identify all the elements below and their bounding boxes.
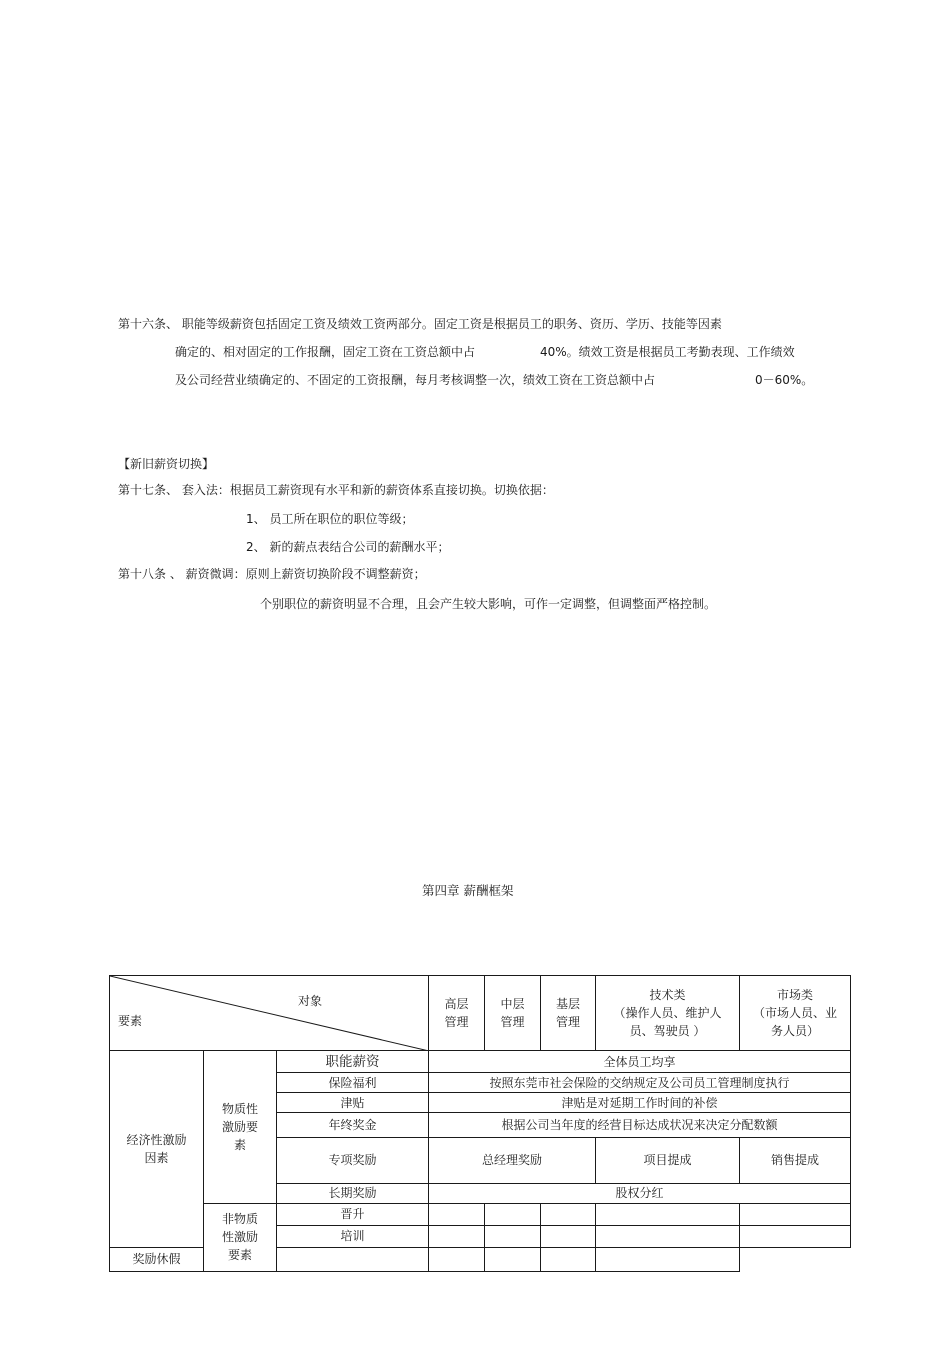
article-16-line-1: 第十六条、 职能等级薪资包括固定工资及绩效工资两部分。固定工资是根据员工的职务、资历、学历、技能等因素 [118,317,722,331]
header-base-management: 基层 管理 [541,976,596,1051]
row-label-award-leave: 奖励休假 [110,1247,204,1271]
row-label-training: 培训 [277,1225,429,1247]
header-senior-management: 高层 管理 [429,976,485,1051]
section-heading-salary-switch: 【新旧薪资切换】 [118,457,215,471]
row-value-insurance: 按照东莞市社会保险的交纳规定及公司员工管理制度执行 [429,1073,851,1093]
row-label-year-end-bonus: 年终奖金 [277,1113,429,1137]
material-incentive-cell: 物质性 激励要 素 [204,1051,277,1203]
switch-basis-item-1: 1、 员工所在职位的职位等级； [246,512,414,526]
header-technical: 技术类 （操作人员、维护人 员、驾驶员 ） [596,976,740,1051]
chapter-title: 第四章 薪酬框架 [422,883,514,898]
header-middle-management: 中层 管理 [485,976,541,1051]
article-18: 第十八条 、 薪资微调：原则上薪资切换阶段不调整薪资； [118,567,426,581]
compensation-framework-table [109,975,851,1272]
row-value-allowance: 津贴是对延期工作时间的补偿 [429,1093,851,1113]
switch-basis-item-2: 2、 新的薪点表结合公司的薪酬水平； [246,540,450,554]
special-award-gm: 总经理奖励 [429,1137,596,1183]
special-award-project: 项目提成 [596,1137,740,1183]
special-award-sales: 销售提成 [740,1137,851,1183]
header-element-label: 要素 [118,1014,143,1028]
header-object-label: 对象 [298,994,323,1008]
row-label-special-award: 专项奖励 [277,1137,429,1183]
table-row [110,1051,851,1073]
article-18-continued: 个别职位的薪资明显不合理，且会产生较大影响，可作一定调整，但调整面严格控制。 [260,597,717,611]
article-16-line-2-pct: 40%。绩效工资是根据员工考勤表现、工作绩效 [540,345,795,359]
row-label-allowance: 津贴 [277,1093,429,1113]
article-17: 第十七条、 套入法：根据员工薪资现有水平和新的薪资体系直接切换。切换依据： [118,483,554,497]
row-value-long-term: 股权分红 [429,1183,851,1203]
row-label-long-term: 长期奖励 [277,1183,429,1203]
row-label-position-salary: 职能薪资 [277,1051,429,1073]
non-material-incentive-cell: 非物质 性激励 要素 [204,1203,277,1271]
header-corner-cell [110,976,429,1051]
table-row [110,1203,851,1225]
article-16-line-2: 确定的、相对固定的工作报酬，固定工资在工资总额中占 [175,345,476,359]
row-value-position-salary: 全体员工均享 [429,1051,851,1073]
row-value-year-end-bonus: 根据公司当年度的经营目标达成状况来决定分配数额 [429,1113,851,1137]
economic-incentive-cell: 经济性激励 因素 [110,1051,204,1248]
article-16-line-3: 及公司经营业绩确定的、不固定的工资报酬，每月考核调整一次，绩效工资在工资总额中占 [175,373,656,387]
article-16-line-3-pct: 0－60%。 [755,373,814,387]
table-header-row [110,976,851,1051]
row-label-insurance: 保险福利 [277,1073,429,1093]
header-marketing: 市场类 （市场人员、业 务人员） [740,976,851,1051]
diagonal-divider [110,976,429,1051]
row-label-promotion: 晋升 [277,1203,429,1225]
